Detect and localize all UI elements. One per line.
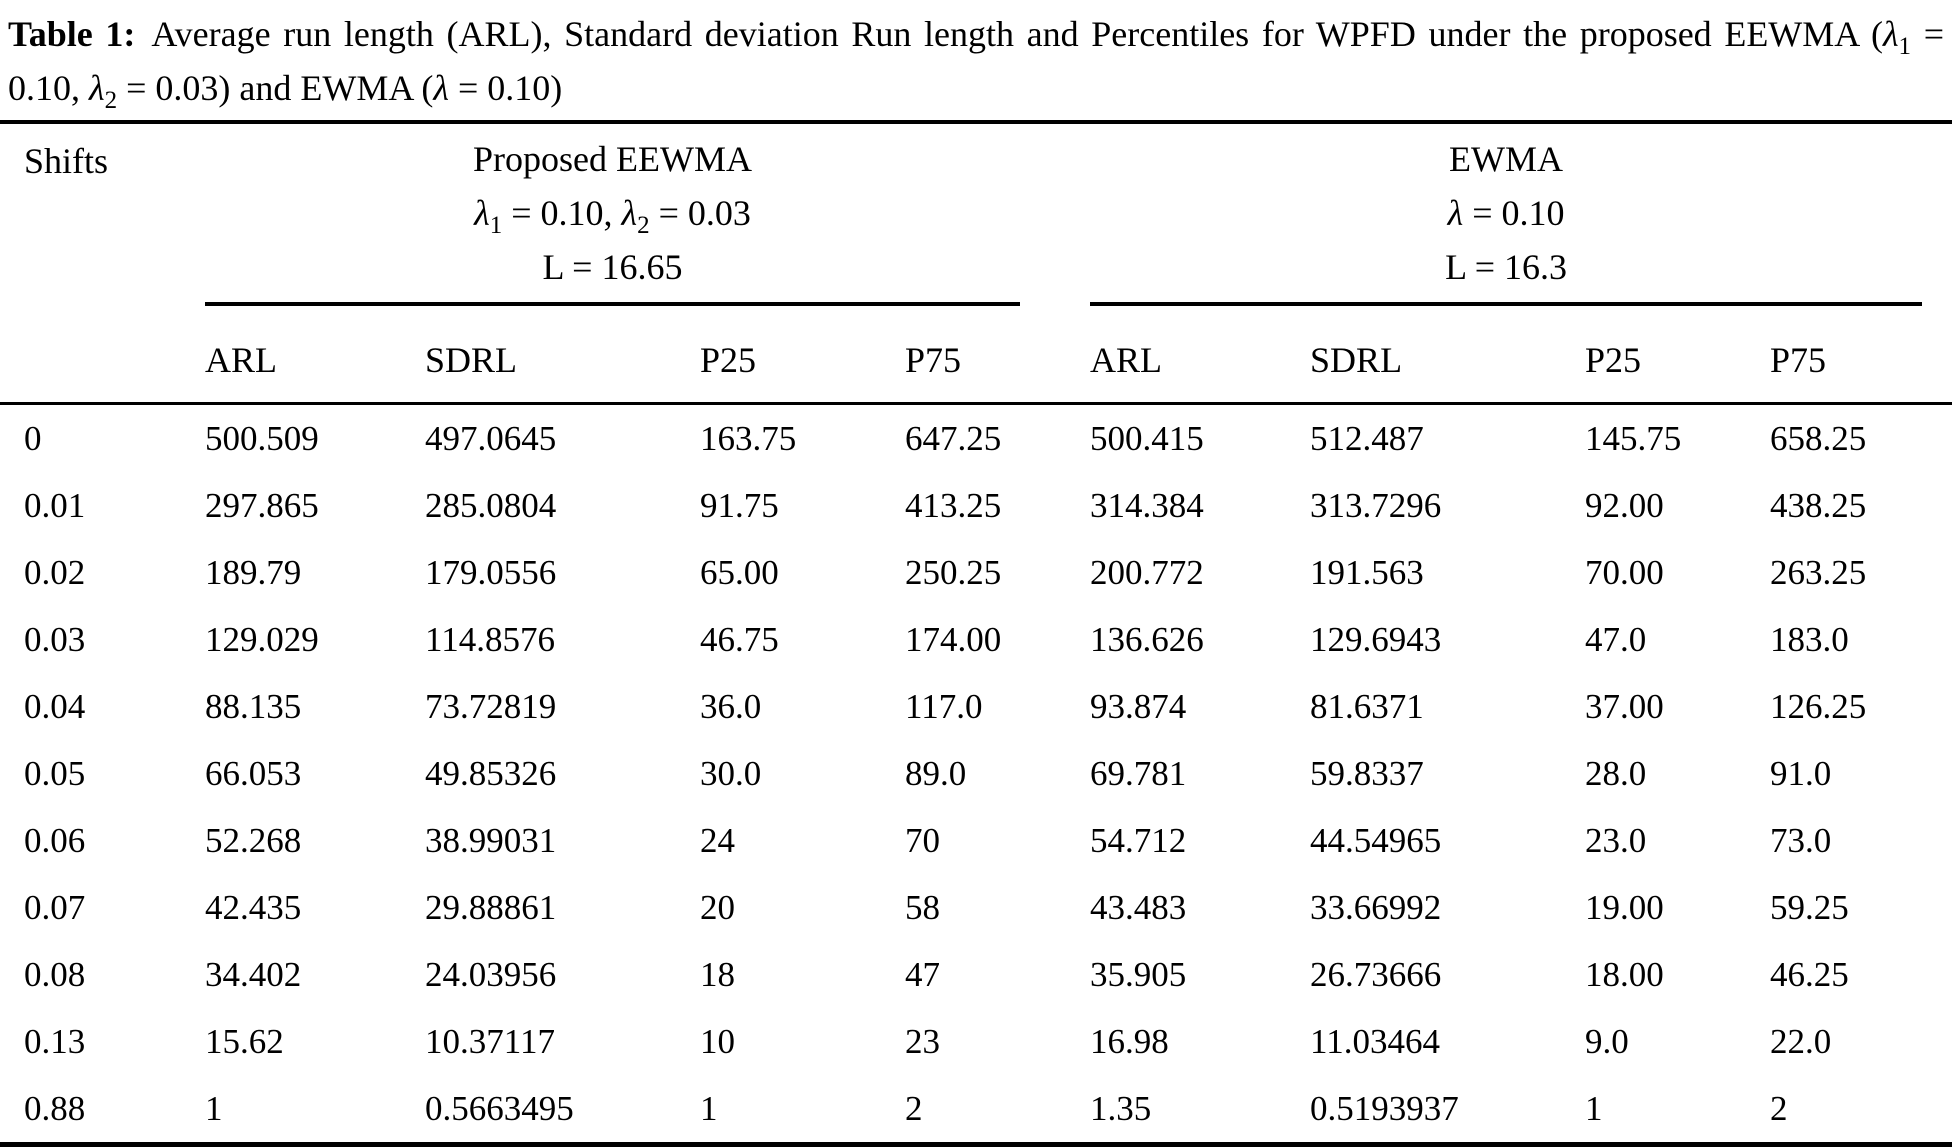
shift-value: 0.03 — [24, 619, 86, 659]
shifts-column-header: Shifts — [0, 122, 205, 404]
eewma-sdrl-value: 285.0804 — [425, 485, 557, 525]
ewma-arl-value: 314.384 — [1090, 485, 1204, 525]
eewma-group-inner — [205, 124, 1020, 306]
ewma-p25-value: 92.00 — [1585, 485, 1664, 525]
ewma-sdrl-value: 512.487 — [1310, 418, 1424, 458]
ewma-p75-value: 73.0 — [1770, 820, 1832, 860]
shift-value: 0.01 — [24, 485, 86, 525]
column-header-row — [0, 306, 1952, 404]
eewma-arl-value: 500.509 — [205, 418, 319, 458]
shift-value: 0.08 — [24, 954, 86, 994]
ewma-arl-value: 500.415 — [1090, 418, 1204, 458]
eewma-sdrl-value: 10.37117 — [425, 1021, 555, 1061]
ewma-p75-value: 126.25 — [1770, 686, 1867, 726]
eewma-sdrl-header: SDRL — [425, 306, 700, 404]
ewma-p25-value: 19.00 — [1585, 887, 1664, 927]
results-table — [0, 120, 1952, 1147]
caption-label: Table 1: — [8, 14, 136, 54]
ewma-sdrl-value: 59.8337 — [1310, 753, 1424, 793]
shift-value: 0.04 — [24, 686, 86, 726]
ewma-sdrl-value: 11.03464 — [1310, 1021, 1440, 1061]
ewma-p75-header: P75 — [1770, 306, 1952, 404]
lambda-subscript-1: 1 — [489, 212, 503, 240]
eewma-p25-value: 24 — [700, 820, 735, 860]
table-row — [0, 404, 1952, 473]
eewma-p25-value: 91.75 — [700, 485, 779, 525]
eewma-sdrl-value: 179.0556 — [425, 552, 557, 592]
eewma-param-1: = 0.10, — [502, 193, 622, 233]
shift-value: 0.05 — [24, 753, 86, 793]
ewma-p25-value: 37.00 — [1585, 686, 1664, 726]
ewma-sdrl-value: 313.7296 — [1310, 485, 1442, 525]
ewma-p75-value: 91.0 — [1770, 753, 1832, 793]
group-header-row — [0, 122, 1952, 306]
caption-text-2: = 0.10, — [8, 14, 1944, 108]
ewma-p75-value: 263.25 — [1770, 552, 1867, 592]
ewma-group-params — [1090, 186, 1922, 240]
lambda-subscript-1: 1 — [1898, 33, 1912, 61]
eewma-p75-value: 89.0 — [905, 753, 967, 793]
ewma-arl-value: 16.98 — [1090, 1021, 1169, 1061]
lambda-symbol: λ — [1882, 14, 1899, 54]
eewma-p25-header: P25 — [700, 306, 905, 404]
table-row — [0, 606, 1952, 673]
ewma-p25-value: 9.0 — [1585, 1021, 1629, 1061]
eewma-arl-value: 66.053 — [205, 753, 302, 793]
eewma-arl-value: 1 — [205, 1088, 223, 1128]
ewma-arl-value: 54.712 — [1090, 820, 1187, 860]
shift-value: 0.88 — [24, 1088, 86, 1128]
ewma-arl-value: 69.781 — [1090, 753, 1187, 793]
ewma-p75-value: 658.25 — [1770, 418, 1867, 458]
table-row — [0, 874, 1952, 941]
caption-text-3: = 0.03) and EWMA ( — [117, 68, 434, 108]
table-row — [0, 941, 1952, 1008]
ewma-p75-value: 183.0 — [1770, 619, 1849, 659]
ewma-p25-header: P25 — [1585, 306, 1770, 404]
ewma-arl-value: 43.483 — [1090, 887, 1187, 927]
ewma-p25-value: 70.00 — [1585, 552, 1664, 592]
ewma-group-name: EWMA — [1449, 139, 1564, 179]
ewma-p75-value: 46.25 — [1770, 954, 1849, 994]
eewma-sdrl-value: 29.88861 — [425, 887, 557, 927]
eewma-p25-value: 1 — [700, 1088, 718, 1128]
ewma-arl-header: ARL — [1090, 306, 1310, 404]
ewma-sdrl-header: SDRL — [1310, 306, 1585, 404]
ewma-sdrl-value: 44.54965 — [1310, 820, 1442, 860]
eewma-p25-value: 65.00 — [700, 552, 779, 592]
eewma-p75-value: 413.25 — [905, 485, 1002, 525]
ewma-sdrl-value: 129.6943 — [1310, 619, 1442, 659]
lambda-symbol: λ — [1447, 193, 1464, 233]
eewma-group-params — [205, 186, 1020, 240]
eewma-sdrl-value: 497.0645 — [425, 418, 557, 458]
lambda-subscript-2: 2 — [104, 87, 118, 115]
ewma-sdrl-value: 191.563 — [1310, 552, 1424, 592]
eewma-arl-value: 129.029 — [205, 619, 319, 659]
eewma-p25-value: 20 — [700, 887, 735, 927]
eewma-p75-value: 117.0 — [905, 686, 983, 726]
table-row — [0, 472, 1952, 539]
eewma-p75-value: 58 — [905, 887, 940, 927]
ewma-group-inner — [1090, 124, 1922, 306]
eewma-arl-value: 189.79 — [205, 552, 302, 592]
eewma-group-name: Proposed EEWMA — [473, 139, 752, 179]
ewma-p25-value: 47.0 — [1585, 619, 1647, 659]
eewma-p25-value: 10 — [700, 1021, 735, 1061]
lambda-symbol: λ — [433, 68, 449, 108]
eewma-arl-value: 88.135 — [205, 686, 302, 726]
eewma-p75-header: P75 — [905, 306, 1090, 404]
eewma-sdrl-value: 38.99031 — [425, 820, 557, 860]
eewma-p75-value: 174.00 — [905, 619, 1002, 659]
ewma-p25-value: 28.0 — [1585, 753, 1647, 793]
ewma-p25-value: 1 — [1585, 1088, 1603, 1128]
caption-text-1: Average run length (ARL), Standard deviation Run length and Percentiles for WPFD under the proposed EEWMA ( — [151, 14, 1883, 54]
eewma-p75-value: 647.25 — [905, 418, 1002, 458]
eewma-p75-value: 23 — [905, 1021, 940, 1061]
lambda-symbol: λ — [89, 68, 105, 108]
eewma-sdrl-value: 0.5663495 — [425, 1088, 574, 1128]
eewma-arl-value: 297.865 — [205, 485, 319, 525]
eewma-p75-value: 70 — [905, 820, 940, 860]
ewma-p25-value: 23.0 — [1585, 820, 1647, 860]
eewma-p25-value: 163.75 — [700, 418, 797, 458]
ewma-p75-value: 438.25 — [1770, 485, 1867, 525]
ewma-arl-value: 136.626 — [1090, 619, 1204, 659]
table-row — [0, 539, 1952, 606]
eewma-p75-value: 47 — [905, 954, 940, 994]
ewma-p75-value: 59.25 — [1770, 887, 1849, 927]
eewma-sdrl-value: 73.72819 — [425, 686, 557, 726]
lambda-symbol: λ — [474, 193, 490, 233]
ewma-arl-value: 35.905 — [1090, 954, 1187, 994]
eewma-p75-value: 2 — [905, 1088, 923, 1128]
shift-value: 0.06 — [24, 820, 86, 860]
ewma-sdrl-value: 0.5193937 — [1310, 1088, 1459, 1128]
ewma-sdrl-value: 81.6371 — [1310, 686, 1424, 726]
table-caption — [0, 0, 1952, 115]
table-row — [0, 673, 1952, 740]
eewma-arl-value: 15.62 — [205, 1021, 284, 1061]
ewma-group-header — [1090, 122, 1952, 306]
eewma-arl-header: ARL — [205, 306, 425, 404]
table-row — [0, 1075, 1952, 1145]
shift-value: 0 — [24, 418, 42, 458]
eewma-p25-value: 36.0 — [700, 686, 762, 726]
table-body — [0, 404, 1952, 1145]
eewma-p25-value: 46.75 — [700, 619, 779, 659]
eewma-p25-value: 18 — [700, 954, 735, 994]
ewma-p25-value: 18.00 — [1585, 954, 1664, 994]
ewma-arl-value: 93.874 — [1090, 686, 1187, 726]
eewma-sdrl-value: 114.8576 — [425, 619, 555, 659]
eewma-group-limit: L = 16.65 — [542, 247, 683, 287]
eewma-p75-value: 250.25 — [905, 552, 1002, 592]
shift-value: 0.07 — [24, 887, 86, 927]
ewma-p75-value: 2 — [1770, 1088, 1788, 1128]
table-row — [0, 740, 1952, 807]
lambda-symbol: λ — [621, 193, 638, 233]
ewma-arl-value: 200.772 — [1090, 552, 1204, 592]
ewma-arl-value: 1.35 — [1090, 1088, 1152, 1128]
ewma-p25-value: 145.75 — [1585, 418, 1682, 458]
ewma-p75-value: 22.0 — [1770, 1021, 1832, 1061]
eewma-p25-value: 30.0 — [700, 753, 762, 793]
ewma-sdrl-value: 26.73666 — [1310, 954, 1442, 994]
eewma-param-2: = 0.03 — [649, 193, 751, 233]
table-row — [0, 1008, 1952, 1075]
caption-text-4: = 0.10) — [448, 68, 563, 108]
ewma-sdrl-value: 33.66992 — [1310, 887, 1442, 927]
eewma-arl-value: 52.268 — [205, 820, 302, 860]
shift-value: 0.13 — [24, 1021, 86, 1061]
eewma-sdrl-value: 24.03956 — [425, 954, 557, 994]
lambda-subscript-2: 2 — [637, 212, 650, 240]
eewma-sdrl-value: 49.85326 — [425, 753, 557, 793]
eewma-arl-value: 34.402 — [205, 954, 302, 994]
ewma-param-1: = 0.10 — [1463, 193, 1565, 233]
eewma-arl-value: 42.435 — [205, 887, 302, 927]
eewma-group-header — [205, 122, 1090, 306]
shift-value: 0.02 — [24, 552, 86, 592]
table-row — [0, 807, 1952, 874]
table-header — [0, 122, 1952, 404]
ewma-group-limit: L = 16.3 — [1445, 247, 1568, 287]
